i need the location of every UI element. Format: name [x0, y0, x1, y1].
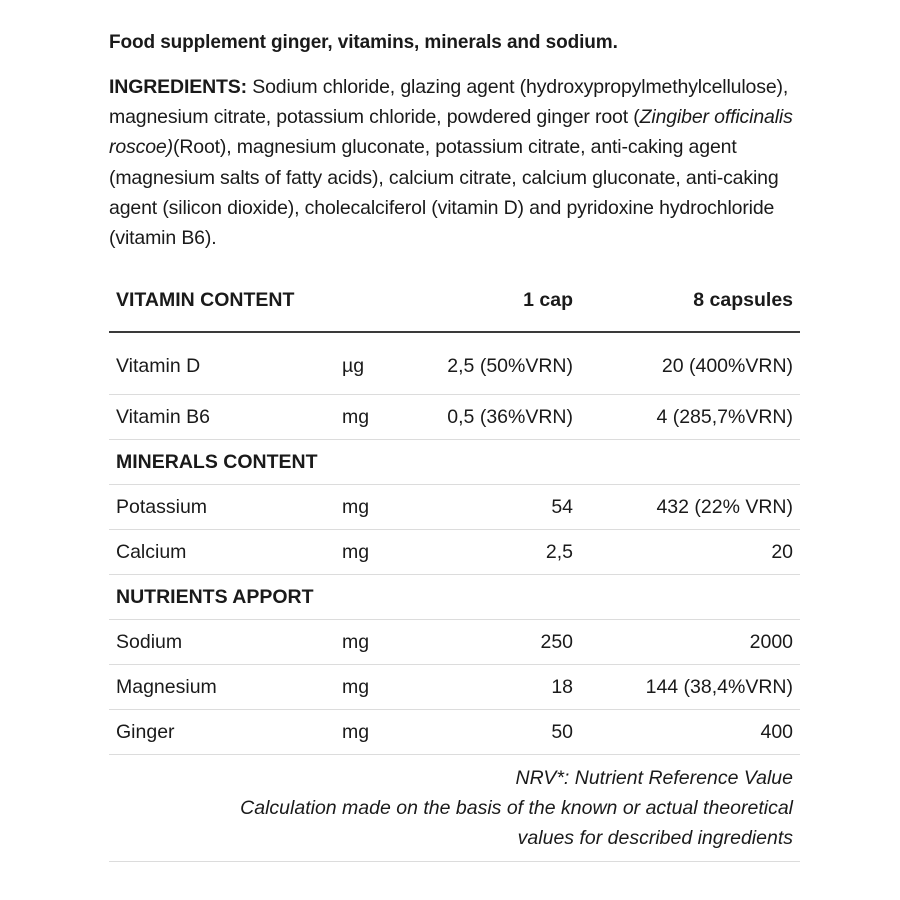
nutrient-name: Calcium: [109, 530, 335, 575]
value-1-cap: 0,5 (36%VRN): [405, 395, 580, 440]
table-row: [109, 620, 800, 665]
value-1-cap: 250: [405, 620, 580, 665]
table-header-row: [109, 283, 800, 332]
nutrients-section-header: NUTRIENTS APPORT: [109, 575, 800, 620]
table-row: [109, 395, 800, 440]
nutrient-unit: mg: [335, 710, 405, 755]
value-8-capsules: 400: [580, 710, 800, 755]
value-8-capsules: 144 (38,4%VRN): [580, 665, 800, 710]
col-header-8-capsules: 8 capsules: [580, 283, 800, 332]
ingredients-text-before: Sodium chloride, glazing agent (hydroxypropylmethylcellulose), magnesium citrate, potassium chloride, powdered ginger root (: [109, 76, 789, 129]
label-panel: [109, 28, 800, 862]
nutrient-name: Potassium: [109, 485, 335, 530]
table-row: [109, 332, 800, 395]
value-1-cap: 18: [405, 665, 580, 710]
value-1-cap: 2,5: [405, 530, 580, 575]
minerals-section-header: MINERALS CONTENT: [109, 440, 800, 485]
nutrient-name: Vitamin D: [109, 332, 335, 395]
table-row: [109, 530, 800, 575]
table-row: [109, 665, 800, 710]
product-title: Food supplement ginger, vitamins, minerals and sodium.: [109, 32, 618, 53]
nutrient-unit: mg: [335, 395, 405, 440]
section-row: [109, 440, 800, 485]
value-1-cap: 54: [405, 485, 580, 530]
nutrient-unit: mg: [335, 620, 405, 665]
value-8-capsules: 2000: [580, 620, 800, 665]
value-1-cap: 2,5 (50%VRN): [405, 332, 580, 395]
col-header-1-cap: 1 cap: [405, 283, 580, 332]
nutrient-unit: mg: [335, 485, 405, 530]
ingredients-label: INGREDIENTS:: [109, 76, 247, 98]
footnote: [109, 755, 800, 862]
value-8-capsules: 20: [580, 530, 800, 575]
ingredients-paragraph: [109, 72, 800, 253]
value-8-capsules: 4 (285,7%VRN): [580, 395, 800, 440]
table-row: [109, 485, 800, 530]
ingredients-text-after: (Root), magnesium gluconate, potassium citrate, anti-caking agent (magnesium salts of fatty acids), calcium citrate, calcium gluconate, anti-caking agent (silicon dioxide), cholecalciferol (vitamin D) and pyridoxine hydrochloride (vitamin B6).: [109, 136, 779, 250]
nutrient-name: Magnesium: [109, 665, 335, 710]
footnote-calculation-cont: values for described ingredients: [517, 827, 793, 850]
table-row: [109, 710, 800, 755]
value-1-cap: 50: [405, 710, 580, 755]
value-8-capsules: 20 (400%VRN): [580, 332, 800, 395]
nutrient-name: Ginger: [109, 710, 335, 755]
nutrient-unit: mg: [335, 665, 405, 710]
footnote-nrv: NRV*: Nutrient Reference Value: [515, 767, 793, 790]
nutrient-name: Vitamin B6: [109, 395, 335, 440]
nutrient-unit: mg: [335, 530, 405, 575]
nutrient-unit: µg: [335, 332, 405, 395]
nutrition-table: [109, 283, 800, 755]
vitamin-section-header: VITAMIN CONTENT: [109, 283, 405, 332]
value-8-capsules: 432 (22% VRN): [580, 485, 800, 530]
ingredients-latin-name: Zingiber officinalis roscoe): [109, 106, 793, 159]
footnote-calculation: Calculation made on the basis of the known or actual theoretical: [240, 797, 793, 820]
nutrient-name: Sodium: [109, 620, 335, 665]
section-row: [109, 575, 800, 620]
